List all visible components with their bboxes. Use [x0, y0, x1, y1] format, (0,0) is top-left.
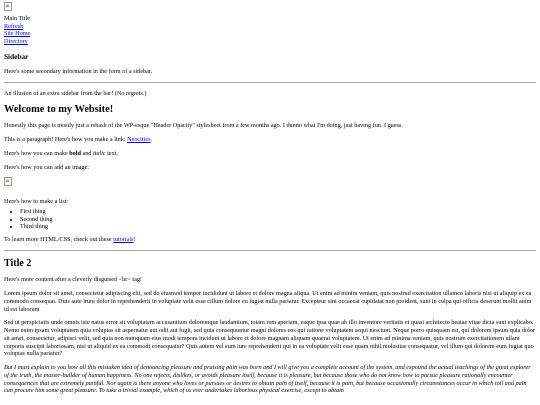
nav-link-site-home[interactable]: Site Home [4, 30, 31, 38]
header [4, 2, 536, 46]
formatting-suffix: text. [105, 149, 119, 157]
neocities-link[interactable]: Neocities [127, 136, 151, 144]
nav-link-directory[interactable]: Directory [4, 38, 28, 45]
broken-image-icon [4, 177, 12, 186]
bold-word: bold [69, 149, 81, 157]
formatting-paragraph [4, 150, 536, 158]
formatting-prefix: Here's how you can make [4, 149, 70, 157]
tutorials-link[interactable]: tutorials [113, 236, 134, 244]
lorem-paragraph-1: Lorem ipsum dolor sit amet, consectetur adipiscing elit, sed do eiusmod tempor incididunt ut labore et dolore magna aliqua. Ut enim ad minim veniam, quis nostrud exercitation ullamco laboris nisi ut aliquip ex ea commodo consequat. Duis aute irure dolor in reprehenderit in voluptate velit esse cillum dolore eu fugiat nulla pariatur. Excepteur sint occaecat cupidatat non proident, sunt in culpa qui officia deserunt mollit anim id est laborum [4, 290, 532, 313]
image-container [4, 177, 536, 189]
nav-link-refresh[interactable]: Refresh [4, 22, 24, 30]
italic-word: italic [92, 149, 106, 157]
formatting-mid: and [80, 149, 93, 157]
list-intro: Here's how to make a list: [4, 198, 69, 206]
sidebar-text: Here's some secondary information in the form of a sidebar. [4, 67, 153, 75]
link-paragraph-suffix: . [150, 136, 153, 144]
sidebar [4, 52, 536, 98]
main-content [4, 103, 536, 244]
site-title: Main Title [4, 14, 30, 22]
example-list [4, 208, 536, 231]
learn-prefix: To learn more HTML/CSS, check out these [4, 236, 114, 244]
broken-image-icon [4, 2, 12, 11]
link-paragraph-prefix: This is a paragraph! Here's how you make a link: [4, 136, 128, 144]
divider [4, 82, 536, 83]
sidebar-heading: Sidebar [4, 51, 29, 61]
main-heading: Welcome to my Website! [4, 104, 114, 116]
list-item: • Third thing [20, 223, 536, 231]
lorem-paragraph-3: But I must explain to you how all this mistaken idea of denouncing pleasure and praising pain was born and I will give you a complete account of the system, and expound the actual teachings of the great explorer of the truth, the master-builder of human happiness. No one rejects, dislikes, or avoids pleasure itself, because it is pleasure, but because those who do not know how to pursue pleasure rationally encounter consequences that are extremely painful. Nor again is there anyone who loves or pursues or desires to obtain pain of itself, because it is pain, but because occasionally circumstances occur in which toil and pain can procure him some great pleasure. To take a trivial example, which of us ever undertakes laborious physical exercise, except to obtain [4, 364, 531, 395]
sidebar-note: An illusion of an extra sidebar from the bar! (No regrets.) [4, 89, 147, 97]
learn-suffix: ! [133, 236, 136, 244]
list-item: • First thing [20, 208, 536, 216]
second-section [4, 258, 536, 395]
section-2-heading: Title 2 [4, 257, 32, 269]
section-2-subtitle: Here's more content after a cleverly disguised <hr> tag! [4, 276, 142, 284]
link-paragraph [4, 136, 536, 144]
list-item: • Second thing [20, 216, 536, 224]
learn-more-paragraph [4, 236, 536, 244]
lorem-paragraph-2: Sed ut perspiciatis unde omnis iste natus error sit voluptatem accusantium doloremque laudantium, totam rem aperiam, eaque ipsa quae ab illo inventore veritatis et quasi architecto beatae vitae dicta sunt explicabo. Nemo enim ipsam voluptatem quia voluptas sit aspernatur aut odit aut fugit, sed quia consequuntur magni dolores eos qui ratione voluptatem sequi nesciunt. Neque porro quisquam est, qui dolorem ipsum quia dolor sit amet, consectetur, adipisci velit, sed quia non numquam eius modi tempora incidunt ut labore et dolore magnam aliquam quaerat voluptatem. Ut enim ad minima veniam, quis nostrum exercitationem ullam corporis suscipit laboriosam, nisi ut aliquid ex ea commodi consequatur? Quis autem vel eum iure reprehenderit qui in ea voluptate velit esse quam nihil molestiae consequatur, vel illum qui dolorem eum fugiat quo voluptas nulla pariatur? [4, 319, 535, 358]
image-paragraph: Here's how you can add an image: [4, 163, 89, 171]
intro-paragraph: Honestly this page is mostly just a rehash of the WP-esque "Header Opacity" stylesheet from a few months ago. I dunno what I'm doing, just having fun. I guess. [4, 122, 403, 130]
divider [4, 250, 536, 251]
